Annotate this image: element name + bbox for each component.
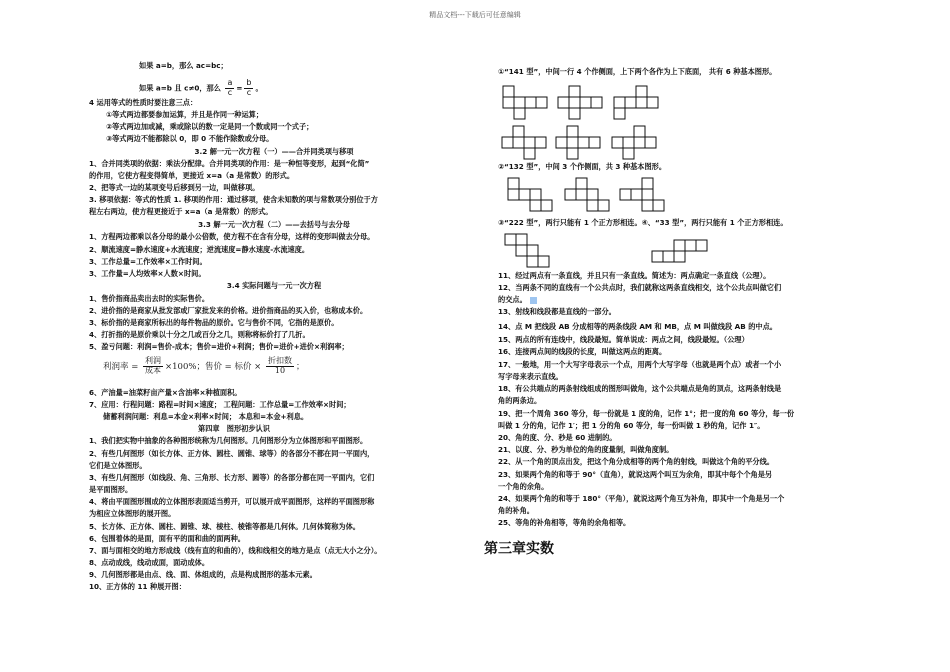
text-line: 23、如果两个角的和等于 90°（直角），就说这两个叫互为余角，即其中每个个角是另 [498, 470, 773, 479]
section-heading: 3.3 解一元一次方程（二）——去括号与去分母 [198, 220, 350, 229]
text-line: 12、当两条不同的直线有一个公共点时，我们就称这两条直线相交，这个公共点叫做它们 [498, 283, 782, 292]
text-line: 14、点 M 把线段 AB 分成相等的两条线段 AM 和 MB，点 M 叫做线段 AB 的中点。 [498, 322, 777, 331]
text-line: 18、有公共端点的两条射线组成的图形叫做角，这个公共端点是角的顶点，这两条射线是 [498, 384, 782, 393]
text-line: 8、点动成线，线动成面，面动成体。 [89, 558, 210, 567]
chapter-heading: 第四章 图形初步认识 [198, 424, 270, 433]
text-line: 24、如果两个角的和等于 180°（平角），就说这两个角互为补角，即其中一个角是另一个 [498, 494, 785, 503]
text-line: 7、面与面相交的地方形成线（线有直的和曲的），线和线相交的地方是点（点无大小之分）。 [89, 546, 382, 555]
text-line: 4、将由平面图形围成的立体图形表面适当剪开，可以展开成平面图形，这样的平面图形称 [89, 497, 375, 506]
text-line: 为相应立体图形的展开图。 [89, 509, 176, 518]
highlight-mark [530, 297, 537, 304]
text-line: 3、工作量=人均效率×人数×时间。 [89, 269, 206, 278]
section-heading: 3.4 实际问题与一元一次方程 [226, 281, 322, 290]
text-line: 5、长方体、正方体、圆柱、圆锥、球、棱柱、棱锥等都是几何体。几何体简称为体。 [89, 522, 360, 531]
text-line: 如果 a=b，那么 ac=bc； [139, 61, 228, 70]
text-line: 16、连接两点间的线段的长度，叫做这两点的距离。 [498, 347, 667, 356]
net-square [663, 251, 674, 262]
text-line: 叫做 1 分的角，记作 1′；把 1 分的角 60 等分，每一份叫做 1 秒的角，记作 1″。 [498, 421, 765, 430]
text-line: 1、方程两边都乘以各分母的最小公倍数，使方程不在含有分母，这样的变形叫做去分母。 [89, 232, 375, 241]
section-heading: 3.2 解一元一次方程（一）——合并同类项与移项 [194, 147, 354, 156]
text-line: 程左右两边，使方程更接近于 x=a（a 是常数）的形式。 [89, 207, 273, 216]
net-square [516, 245, 527, 256]
text-line: 21、以度、分、秒为单位的角的度量制，叫做角度制。 [498, 445, 674, 454]
text-line: 10、正方体的 11 种展开图： [89, 582, 186, 591]
text-line: 3. 移项依据：等式的性质 1. 移项的作用：通过移项，使含未知数的项与常数项分别位于方 [89, 195, 378, 204]
text-line: 4 运用等式的性质时要注意三点： [89, 98, 198, 107]
text-line: 4、打折指的是原价乘以十分之几或百分之几，则称将标价打了几折。 [89, 330, 310, 339]
text-line: 它们是立体图形。 [89, 461, 147, 470]
net-square [527, 245, 538, 256]
text-line: 2、有些几何图形（如长方体、正方体、圆柱、圆锥、球等）的各部分不都在同一平面内， [89, 449, 375, 458]
text-line: 22、从一个角的顶点出发，把这个角分成相等的两个角的射线，叫做这个角的平分线。 [498, 457, 774, 466]
net-square [674, 251, 685, 262]
text-line: 如果 a=b 且 c≠0，那么 $\frac{a}{c}$ = $\frac{b}{c}$ 。 [139, 78, 263, 97]
net-square [652, 251, 663, 262]
text-line: 的作用，它使方程变得简单，更接近 x=a（a 是常数）的形式。 [89, 171, 295, 180]
text-line: 17、一般地，用一个大写字母表示一个点，用两个大写字母（也就是两个点）或者一个小 [498, 360, 782, 369]
profit-formula: 利润率 = $\frac{\text{利润}}{\text{成本}}$ ×100%；售价 = 标价 × $\frac{\text{折扣数}}{10}$ ； [103, 356, 305, 375]
text-line: 7、应用：行程问题：路程=时间×速度； 工程问题：工作总量=工作效率×时间； [89, 400, 351, 409]
page-header: 精品文档---下载后可任意编辑 [429, 11, 521, 19]
net-square [674, 240, 685, 251]
text-line: 25、等角的补角相等，等角的余角相等。 [498, 518, 631, 527]
text-line: 2、进价指的是商家从批发部或厂家批发来的价格。进价指商品的买入价，也称成本价。 [89, 306, 368, 315]
text-line: 9、几何图形都是由点、线、面、体组成的，点是构成图形的基本元素。 [89, 570, 317, 579]
text-line: ③等式两边不能都除以 0，即 0 不能作除数或分母。 [106, 134, 274, 143]
net-square [527, 256, 538, 267]
text-line: 1、我们把实物中抽象的各种图形统称为几何图形。几何图形分为立体图形和平面图形。 [89, 436, 368, 445]
text-line: 角的补角。 [498, 506, 534, 515]
net-square [538, 256, 549, 267]
text-line: 角的两条边。 [498, 396, 542, 405]
text-line: 6、产油量=油菜籽亩产量×含油率×种植面积。 [89, 388, 242, 397]
text-line: 储蓄利润问题：利息=本金×利率×时间； 本息和=本金+利息。 [103, 412, 309, 421]
net-square [696, 240, 707, 251]
net-square [516, 234, 527, 245]
text-line: 2、顺流速度=静水速度+水流速度；逆流速度=静水速度-水流速度。 [89, 245, 310, 254]
text-line: ②等式两边加或减，乘或除以的数一定是同一个数或同一个式子； [106, 122, 314, 131]
net-square [685, 240, 696, 251]
fraction-a-over-c: $\frac{a}{c}$ [227, 78, 233, 97]
text-line: 6、包围着体的是面，面有平的面和曲的面两种。 [89, 534, 245, 543]
text-line: ①“141 型”，中间一行 4 个作侧面，上下两个各作为上下底面， 共有 6 种基本图形。 [498, 67, 777, 76]
net-square [505, 234, 516, 245]
text-line: 19、把一个周角 360 等分，每一份就是 1 度的角，记作 1°；把一度的角 60 等分，每一份 [498, 409, 795, 418]
text-line: 11、经过两点有一条直线，并且只有一条直线。简述为：两点确定一条直线（公理）。 [498, 271, 771, 280]
text-line: ①等式两边都要参加运算，并且是作同一种运算； [106, 110, 264, 119]
text-line: 2、把等式一边的某项变号后移到另一边，叫做移项。 [89, 183, 260, 192]
text-line: 的交点。 [498, 296, 537, 304]
text-line: 1、售价指商品卖出去时的实际售价。 [89, 294, 210, 303]
text-line: 5、盈亏问题：利润=售价-成本；售价=进价+利润；售价=进价+进价×利润率； [89, 342, 349, 351]
chapter-heading: 第三章实数 [484, 541, 554, 557]
text-line: ②“132 型”，中间 3 个作侧面，共 3 种基本图形。 [498, 162, 667, 171]
text-line: 3、标价指的是商家所标出的每件物品的原价。它与售价不同，它指的是原价。 [89, 318, 339, 327]
net-diagram [0, 0, 950, 270]
text-line: 一个角的余角。 [498, 482, 549, 491]
fraction-b-over-c: $\frac{b}{c}$ [246, 78, 252, 97]
text-line: 3、有些几何图形（如线段、角、三角形、长方形、圆等）的各部分都在同一平面内，它们 [89, 473, 375, 482]
text-line: 20、角的度、分、秒是 60 进制的。 [498, 433, 617, 442]
text-line: 15、两点的所有连线中，线段最短。简单说成：两点之间，线段最短。（公理） [498, 335, 749, 344]
text-line: 是平面图形。 [89, 485, 133, 494]
text-line: 3、工作总量=工作效率×工作时间。 [89, 257, 207, 266]
text-line: ③“222 型”，两行只能有 1 个正方形相连。④、“33 型”，两行只能有 1 个正方形相连。 [498, 218, 788, 227]
text-line: 13、射线和线段都是直线的一部分。 [498, 307, 616, 316]
text-line: 写字母来表示直线。 [498, 372, 563, 381]
text-line: 1、合并同类项的依据：乘法分配律。合并同类项的作用：是一种恒等变形，起到“化简” [89, 159, 370, 168]
